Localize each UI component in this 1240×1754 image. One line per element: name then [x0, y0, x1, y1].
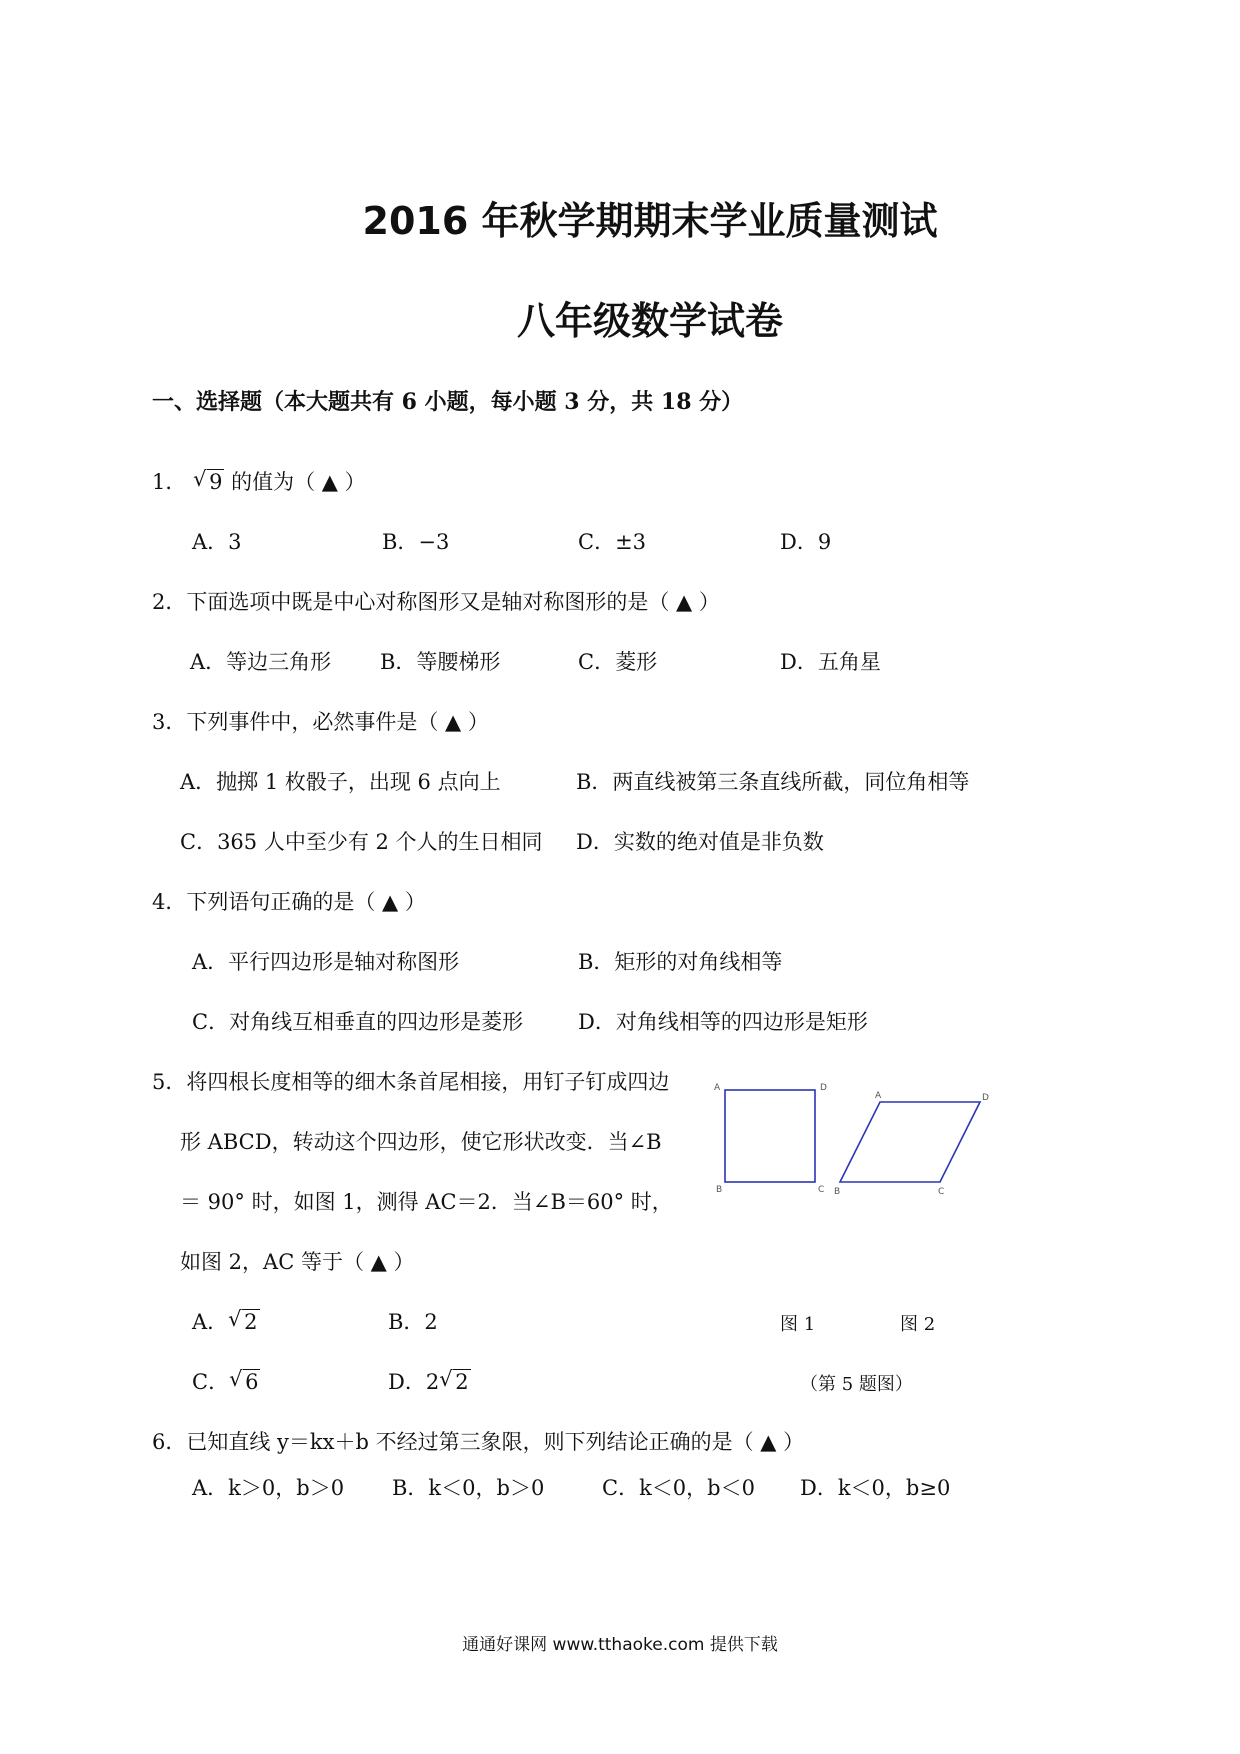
option-c: C．±3 [578, 530, 647, 554]
svg-text:D: D [820, 1083, 827, 1093]
question-text: 下列语句正确的是（ ▲ ） [186, 890, 426, 914]
option-d: D．k＜0，b≥0 [800, 1476, 951, 1500]
question-1 [152, 466, 366, 496]
question-number: 2． [152, 590, 187, 614]
radicand: 9 [209, 470, 223, 494]
question-6 [152, 1426, 804, 1456]
question-line-1: 将四根长度相等的细木条首尾相接，用钉子钉成四边 [186, 1070, 670, 1094]
section-heading: 一、选择题（本大题共有 6 小题，每小题 3 分，共 18 分） [152, 389, 744, 415]
sqrt-expression: √ 9 [193, 467, 223, 494]
option-d: D．9 [780, 530, 832, 554]
question-text: 下面选项中既是中心对称图形又是轴对称图形的是（ ▲ ） [186, 590, 720, 614]
option-c: C．365 人中至少有 2 个人的生日相同 [180, 830, 543, 854]
figure-caption: （第 5 题图） [800, 1374, 913, 1395]
option-b: B．矩形的对角线相等 [578, 950, 783, 974]
svg-text:D: D [982, 1093, 989, 1103]
figure-1-label: 图 1 [780, 1314, 816, 1335]
option-d: D．对角线相等的四边形是矩形 [578, 1010, 868, 1034]
question-number: 3． [152, 710, 187, 734]
option-b: B．k＜0，b＞0 [392, 1476, 545, 1500]
option-b: B．等腰梯形 [380, 650, 501, 674]
option-c: C．k＜0，b＜0 [602, 1476, 755, 1500]
question-line-2: 形 ABCD，转动这个四边形，使它形状改变．当∠B [180, 1130, 662, 1154]
question-3 [152, 706, 489, 736]
option-c: C．对角线互相垂直的四边形是菱形 [192, 1010, 524, 1034]
svg-text:C: C [938, 1187, 945, 1197]
question-number: 4． [152, 890, 187, 914]
figure-2-rhombus [834, 1091, 989, 1197]
option-a: A．3 [192, 530, 242, 554]
svg-text:B: B [834, 1187, 841, 1197]
option-b: B．−3 [382, 530, 450, 554]
question-number: 1． [152, 470, 187, 494]
option-c: C．菱形 [578, 650, 658, 674]
figure-2-label: 图 2 [900, 1314, 936, 1335]
sqrt-expression: √ 2 [439, 1367, 469, 1394]
question-2 [152, 586, 720, 616]
question-number: 6． [152, 1430, 187, 1454]
option-a: A．抛掷 1 枚骰子，出现 6 点向上 [180, 770, 501, 794]
svg-text:B: B [716, 1185, 723, 1195]
svg-text:A: A [714, 1083, 721, 1093]
option-a: A． √ 2 [192, 1307, 258, 1334]
figure-1-square [714, 1083, 827, 1195]
option-d: D．五角星 [780, 650, 881, 674]
question-text: 的值为（ ▲ ） [231, 470, 366, 494]
question-text: 已知直线 y＝kx＋b 不经过第三象限，则下列结论正确的是（ ▲ ） [186, 1430, 805, 1454]
svg-text:A: A [875, 1091, 882, 1101]
option-a: A．等边三角形 [190, 650, 332, 674]
option-d: D．2 √ 2 [388, 1367, 469, 1394]
question-number: 5． [152, 1070, 187, 1094]
question-5 [152, 1066, 669, 1096]
option-a: A．平行四边形是轴对称图形 [192, 950, 460, 974]
option-a: A．k＞0，b＞0 [192, 1476, 345, 1500]
exam-subtitle: 八年级数学试卷 [516, 299, 783, 343]
option-b: B．2 [388, 1310, 438, 1334]
sqrt-expression: √ 6 [229, 1367, 259, 1394]
question-5-figure [710, 1070, 1010, 1200]
footer-text: 通通好课网 www.tthaoke.com 提供下载 [462, 1635, 778, 1655]
option-b: B．两直线被第三条直线所截，同位角相等 [576, 770, 970, 794]
sqrt-expression: √ 2 [228, 1307, 258, 1334]
option-d: D．实数的绝对值是非负数 [576, 830, 824, 854]
svg-text:C: C [818, 1185, 825, 1195]
option-c: C． √ 6 [192, 1367, 259, 1394]
question-text: 下列事件中，必然事件是（ ▲ ） [186, 710, 489, 734]
question-line-3: ＝ 90° 时，如图 1，测得 AC＝2．当∠B＝60° 时， [180, 1190, 673, 1214]
exam-title: 2016 年秋学期期末学业质量测试 [362, 199, 938, 243]
question-4 [152, 886, 426, 916]
question-line-4: 如图 2，AC 等于（ ▲ ） [180, 1250, 415, 1274]
